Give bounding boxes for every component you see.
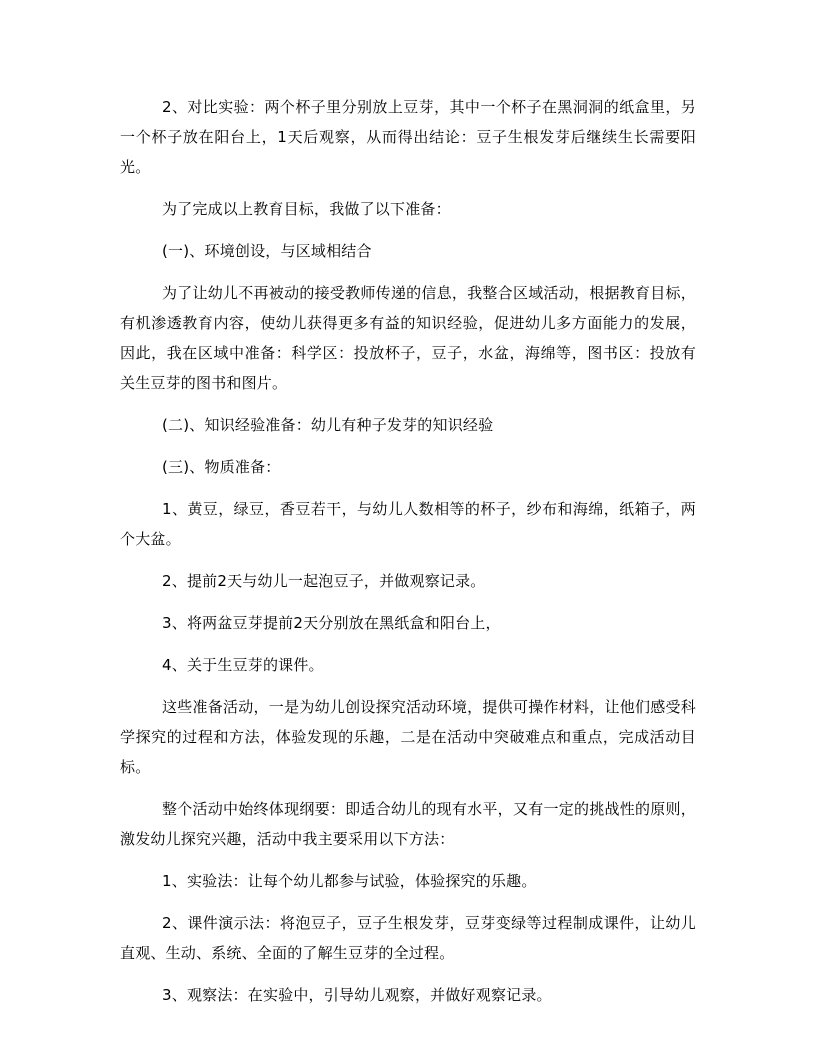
list-item-materials-3: 3、将两盆豆芽提前2天分别放在黑纸盒和阳台上， bbox=[162, 614, 501, 632]
paragraph-contrast-experiment: 2、对比实验：两个杯子里分别放上豆芽，其中一个杯子在黑洞洞的纸盒里，另一个杯子放在阳台上，1天后观察，从而得出结论：豆子生根发芽后继续生长需要阳光。 bbox=[120, 98, 696, 176]
list-item-materials-1: 1、黄豆，绿豆，香豆若干，与幼儿人数相等的杯子，纱布和海绵，纸箱子，两个大盆。 bbox=[120, 500, 696, 548]
paragraph-preparation-intro: 为了完成以上教育目标，我做了以下准备： bbox=[162, 200, 451, 218]
heading-environment-setup: (一)、环境创设，与区域相结合 bbox=[162, 242, 372, 260]
paragraph-preparation-purpose: 这些准备活动，一是为幼儿创设探究活动环境，提供可操作材料，让他们感受科学探究的过程和方法，体验发现的乐趣，二是在活动中突破难点和重点，完成活动目标。 bbox=[120, 698, 696, 776]
list-item-method-1: 1、实验法：让每个幼儿都参与试验，体验探究的乐趣。 bbox=[162, 872, 537, 890]
heading-knowledge-preparation: (二)、知识经验准备：幼儿有种子发芽的知识经验 bbox=[162, 416, 494, 434]
list-item-materials-2: 2、提前2天与幼儿一起泡豆子，并做观察记录。 bbox=[162, 572, 486, 590]
list-item-materials-4: 4、关于生豆芽的课件。 bbox=[162, 656, 324, 674]
list-item-method-3: 3、观察法：在实验中，引导幼儿观察，并做好观察记录。 bbox=[162, 986, 552, 1004]
paragraph-teaching-principle: 整个活动中始终体现纲要：即适合幼儿的现有水平，又有一定的挑战性的原则，激发幼儿探究兴趣，活动中我主要采用以下方法： bbox=[120, 800, 696, 848]
list-item-method-2: 2、课件演示法：将泡豆子，豆子生根发芽，豆芽变绿等过程制成课件，让幼儿直观、生动、系统、全面的了解生豆芽的全过程。 bbox=[120, 914, 696, 962]
paragraph-environment-details: 为了让幼儿不再被动的接受教师传递的信息，我整合区域活动，根据教育目标，有机渗透教育内容，使幼儿获得更多有益的知识经验，促进幼儿多方面能力的发展，因此，我在区域中准备：科学区：投放杯子，豆子，水盆，海绵等，图书区：投放有关生豆芽的图书和图片。 bbox=[120, 284, 696, 392]
document-body bbox=[120, 92, 696, 1022]
heading-material-preparation: (三)、物质准备： bbox=[162, 458, 281, 476]
